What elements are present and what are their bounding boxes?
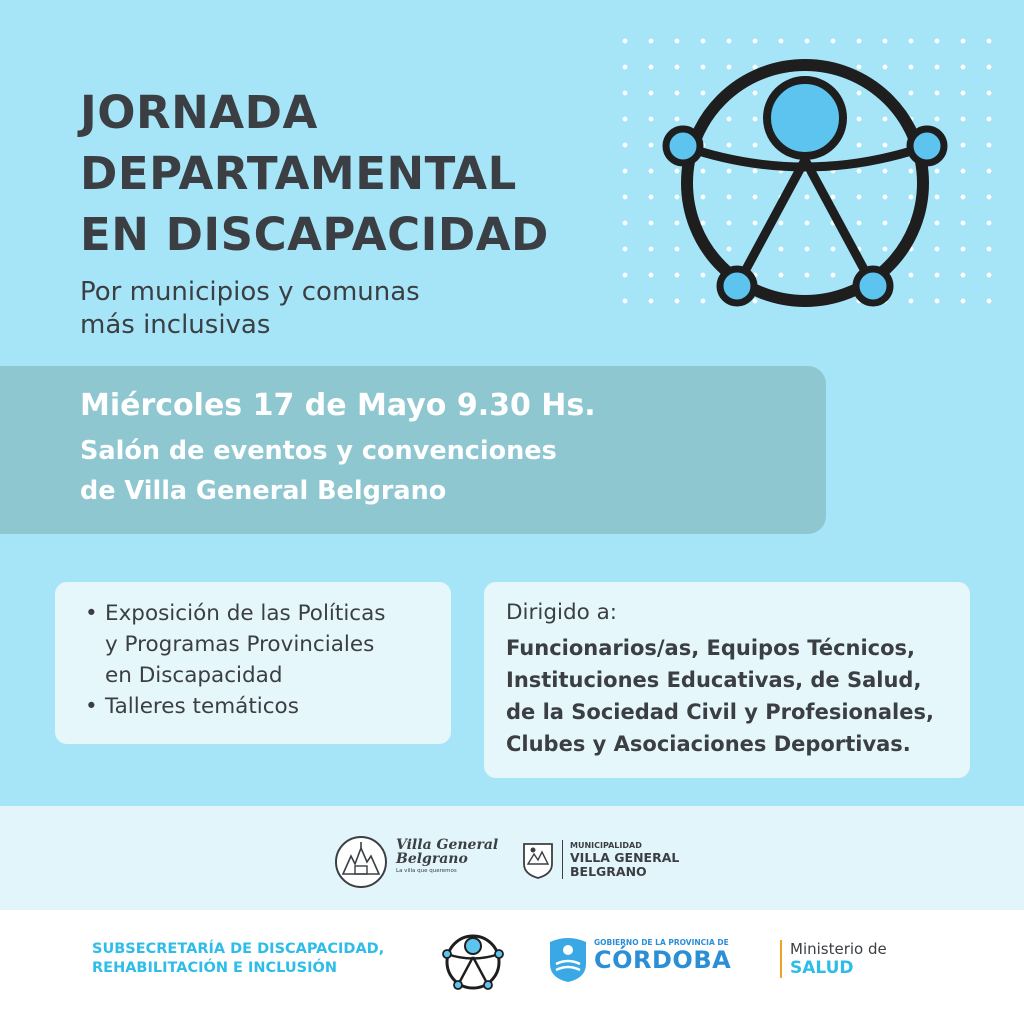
subtitle-line-2: más inclusivas: [80, 310, 271, 340]
audience-line-3: de la Sociedad Civil y Profesionales,: [506, 700, 934, 724]
topics-card: [55, 582, 451, 744]
event-venue-line-1: Salón de eventos y convenciones: [80, 436, 557, 466]
ministerio-label: Ministerio de: [790, 940, 887, 958]
municipality-logo: [562, 840, 679, 879]
salud-label: SALUD: [790, 958, 854, 978]
cordoba-name: CÓRDOBA: [594, 946, 732, 974]
cordoba-small-label: GOBIERNO DE LA PROVINCIA DE: [594, 938, 729, 947]
title-line-3: EN DISCAPACIDAD: [80, 208, 549, 261]
audience-heading: Dirigido a:: [506, 600, 618, 625]
topic-1-line-1: • Exposición de las Políticas: [105, 601, 386, 626]
title-line-1: JORNADA: [80, 86, 318, 139]
accessibility-person-icon: [440, 930, 506, 994]
topics-list: [83, 598, 386, 722]
audience-list: [506, 632, 934, 760]
cordoba-logo: [594, 938, 731, 973]
partners-strip: [0, 806, 1024, 910]
list-item: [83, 598, 386, 691]
vgb-tagline: La villa que queremos: [396, 868, 457, 874]
title-line-2: DEPARTAMENTAL: [80, 147, 517, 200]
subsecretaria-line-2: REHABILITACIÓN E INCLUSIÓN: [92, 960, 337, 976]
muni-name-line-1: VILLA GENERAL: [570, 850, 680, 865]
audience-card: [484, 582, 970, 778]
topic-1-line-2: y Programas Provinciales: [105, 632, 375, 657]
cordoba-shield-icon: [546, 934, 590, 984]
villa-general-belgrano-logo: [396, 838, 498, 874]
municipality-shield-icon: [522, 840, 554, 880]
topic-2: • Talleres temáticos: [105, 694, 299, 719]
footer: [0, 910, 1024, 1024]
event-date-time: Miércoles 17 de Mayo 9.30 Hs.: [80, 388, 596, 423]
subsecretaria-logo: [92, 940, 384, 978]
event-details-band: [0, 366, 826, 534]
event-venue-line-2: de Villa General Belgrano: [80, 476, 447, 506]
audience-line-1: Funcionarios/as, Equipos Técnicos,: [506, 636, 916, 660]
subtitle: [80, 276, 420, 342]
muni-name-line-2: BELGRANO: [570, 864, 647, 879]
villa-general-belgrano-logo-icon: [333, 834, 389, 890]
page-title: [80, 82, 549, 265]
vgb-name-line-1: Villa General: [396, 837, 499, 853]
vgb-name-line-2: Belgrano: [396, 851, 468, 867]
audience-line-4: Clubes y Asociaciones Deportivas.: [506, 732, 911, 756]
muni-label: MUNICIPALIDAD: [570, 841, 642, 850]
subsecretaria-line-1: SUBSECRETARÍA DE DISCAPACIDAD,: [92, 941, 385, 957]
accessibility-person-icon: [655, 48, 955, 318]
subtitle-line-1: Por municipios y comunas: [80, 277, 420, 307]
audience-line-2: Instituciones Educativas, de Salud,: [506, 668, 922, 692]
list-item: [83, 691, 386, 722]
topic-1-line-3: en Discapacidad: [105, 663, 283, 688]
ministerio-salud-logo: [780, 940, 887, 978]
